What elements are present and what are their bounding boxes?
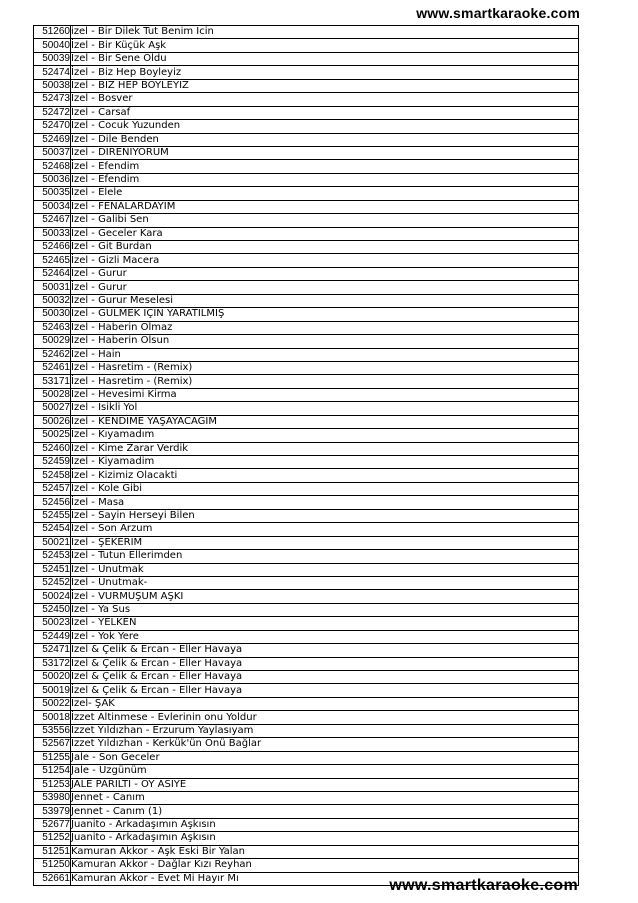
song-title: İzzet Yıldızhan - Erzurum Yaylasıyam bbox=[71, 724, 579, 737]
song-number: 50025 bbox=[34, 429, 71, 442]
song-number: 50027 bbox=[34, 402, 71, 415]
song-title: İzel - Efendim bbox=[71, 173, 579, 186]
song-title: JALE PARILTI - OY ASİYE bbox=[71, 778, 579, 791]
song-title: İzel - Hevesimi Kirma bbox=[71, 388, 579, 401]
table-row bbox=[34, 590, 579, 603]
table-row bbox=[34, 361, 579, 374]
song-number: 52661 bbox=[34, 872, 71, 885]
song-title: İzel - Sayin Herseyi Bilen bbox=[71, 509, 579, 522]
song-number: 50036 bbox=[34, 173, 71, 186]
song-title: İzel - Yok Yere bbox=[71, 630, 579, 643]
song-title: İzel - Bir Sene Oldu bbox=[71, 52, 579, 65]
site-url-footer[interactable]: www.smartkaraoke.com bbox=[389, 877, 578, 894]
song-title: Juanito - Arkadaşımın Aşkısın bbox=[71, 832, 579, 845]
table-row bbox=[34, 509, 579, 522]
song-title: İzel & Çelik & Ercan - Eller Havaya bbox=[71, 657, 579, 670]
song-number: 52472 bbox=[34, 106, 71, 119]
song-title: Kamuran Akkor - Dağlar Kızı Reyhan bbox=[71, 859, 579, 872]
song-number: 52461 bbox=[34, 361, 71, 374]
table-row bbox=[34, 187, 579, 200]
song-title: İzel - Isikli Yol bbox=[71, 402, 579, 415]
song-number: 50039 bbox=[34, 52, 71, 65]
table-row bbox=[34, 335, 579, 348]
song-title: İzel - Haberin Olmaz bbox=[71, 321, 579, 334]
song-number: 50018 bbox=[34, 711, 71, 724]
table-row bbox=[34, 254, 579, 267]
song-title: İzel - Unutmak bbox=[71, 563, 579, 576]
table-row bbox=[34, 402, 579, 415]
song-number: 51255 bbox=[34, 751, 71, 764]
song-number: 51254 bbox=[34, 765, 71, 778]
song-title: İzel - ŞEKERİM bbox=[71, 536, 579, 549]
table-row bbox=[34, 120, 579, 133]
table-row bbox=[34, 79, 579, 92]
song-title: İzel - YELKEN bbox=[71, 617, 579, 630]
song-title: İzel - Unutmak- bbox=[71, 576, 579, 589]
table-row bbox=[34, 791, 579, 804]
song-number: 52465 bbox=[34, 254, 71, 267]
site-url-header[interactable]: www.smartkaraoke.com bbox=[416, 5, 580, 21]
song-title: İzel - Kıyamadım bbox=[71, 429, 579, 442]
song-number: 50029 bbox=[34, 335, 71, 348]
song-number: 50021 bbox=[34, 536, 71, 549]
table-row bbox=[34, 536, 579, 549]
table-row bbox=[34, 133, 579, 146]
table-row bbox=[34, 267, 579, 280]
song-number: 52471 bbox=[34, 644, 71, 657]
table-row bbox=[34, 227, 579, 240]
song-number: 52454 bbox=[34, 523, 71, 536]
song-number: 52456 bbox=[34, 496, 71, 509]
table-row bbox=[34, 429, 579, 442]
song-number: 52449 bbox=[34, 630, 71, 643]
song-title: İzel - Gurur Meselesi bbox=[71, 294, 579, 307]
table-row bbox=[34, 308, 579, 321]
song-title: İzel - Haberin Olsun bbox=[71, 335, 579, 348]
table-row bbox=[34, 106, 579, 119]
song-title: İzel - Gurur bbox=[71, 267, 579, 280]
song-number: 50020 bbox=[34, 671, 71, 684]
song-number: 52450 bbox=[34, 603, 71, 616]
table-row bbox=[34, 456, 579, 469]
song-number: 52470 bbox=[34, 120, 71, 133]
song-table bbox=[33, 25, 579, 886]
table-row bbox=[34, 697, 579, 710]
song-number: 51253 bbox=[34, 778, 71, 791]
table-row bbox=[34, 469, 579, 482]
song-title: İzel - Cocuk Yuzunden bbox=[71, 120, 579, 133]
song-number: 52473 bbox=[34, 93, 71, 106]
song-title: İzel - VURMUŞUM AŞKI bbox=[71, 590, 579, 603]
song-title: İzel - Bir Küçük Aşk bbox=[71, 39, 579, 52]
song-number: 53171 bbox=[34, 375, 71, 388]
song-number: 52466 bbox=[34, 241, 71, 254]
song-title: İzel - Kizimiz Olacakti bbox=[71, 469, 579, 482]
table-row bbox=[34, 845, 579, 858]
song-title: İzel - Gurur bbox=[71, 281, 579, 294]
table-row bbox=[34, 93, 579, 106]
table-row bbox=[34, 496, 579, 509]
song-title: İzzet Yıldızhan - Kerkük'ün Önü Bağlar bbox=[71, 738, 579, 751]
song-title: İzel - KENDİME YAŞAYACAĞIM bbox=[71, 415, 579, 428]
song-title: İzel - Efendim bbox=[71, 160, 579, 173]
song-number: 53172 bbox=[34, 657, 71, 670]
song-number: 51250 bbox=[34, 859, 71, 872]
song-title: İzel - Bosver bbox=[71, 93, 579, 106]
table-row bbox=[34, 294, 579, 307]
table-row bbox=[34, 671, 579, 684]
song-title: İzel - Git Burdan bbox=[71, 241, 579, 254]
song-title: İzel - DİRENİYORUM bbox=[71, 146, 579, 159]
table-row bbox=[34, 26, 579, 39]
song-title: İzel - Tutun Ellerimden bbox=[71, 550, 579, 563]
song-title: Jale - Son Geceler bbox=[71, 751, 579, 764]
song-number: 52474 bbox=[34, 66, 71, 79]
song-title: İzel - Kiyamadim bbox=[71, 456, 579, 469]
song-number: 52457 bbox=[34, 482, 71, 495]
table-row bbox=[34, 523, 579, 536]
song-number: 51252 bbox=[34, 832, 71, 845]
song-number: 52458 bbox=[34, 469, 71, 482]
table-row bbox=[34, 281, 579, 294]
song-number: 53979 bbox=[34, 805, 71, 818]
song-number: 52455 bbox=[34, 509, 71, 522]
song-number: 52677 bbox=[34, 818, 71, 831]
table-row bbox=[34, 832, 579, 845]
song-number: 50022 bbox=[34, 697, 71, 710]
song-title: İzel - Kime Zarar Verdik bbox=[71, 442, 579, 455]
song-title: Kamuran Akkor - Evet Mi Hayır Mı bbox=[71, 872, 579, 885]
table-row bbox=[34, 859, 579, 872]
song-title: İzel - Kole Gibi bbox=[71, 482, 579, 495]
song-title: İzel - Gizli Macera bbox=[71, 254, 579, 267]
table-row bbox=[34, 375, 579, 388]
song-title: İzel - Galibi Sen bbox=[71, 214, 579, 227]
song-title: İzel - BİZ HEP BÖYLEYİZ bbox=[71, 79, 579, 92]
song-title: İzel - GÜLMEK İÇİN YARATILMIŞ bbox=[71, 308, 579, 321]
song-title: İzel & Çelik & Ercan - Eller Havaya bbox=[71, 671, 579, 684]
table-row bbox=[34, 442, 579, 455]
song-number: 52469 bbox=[34, 133, 71, 146]
table-row bbox=[34, 39, 579, 52]
table-row bbox=[34, 321, 579, 334]
song-number: 52460 bbox=[34, 442, 71, 455]
table-row bbox=[34, 146, 579, 159]
song-number: 52468 bbox=[34, 160, 71, 173]
table-row bbox=[34, 711, 579, 724]
song-title: İzel & Çelik & Ercan - Eller Havaya bbox=[71, 684, 579, 697]
song-number: 50040 bbox=[34, 39, 71, 52]
song-title: İzel & Çelik & Ercan - Eller Havaya bbox=[71, 644, 579, 657]
table-row bbox=[34, 805, 579, 818]
table-row bbox=[34, 388, 579, 401]
table-row bbox=[34, 52, 579, 65]
song-title: İzel - Masa bbox=[71, 496, 579, 509]
table-row bbox=[34, 241, 579, 254]
song-number: 52452 bbox=[34, 576, 71, 589]
song-title: İzel - Dile Benden bbox=[71, 133, 579, 146]
table-row bbox=[34, 214, 579, 227]
table-row bbox=[34, 738, 579, 751]
song-number: 50023 bbox=[34, 617, 71, 630]
song-number: 52459 bbox=[34, 456, 71, 469]
song-number: 53980 bbox=[34, 791, 71, 804]
song-number: 50024 bbox=[34, 590, 71, 603]
table-row bbox=[34, 630, 579, 643]
song-number: 52451 bbox=[34, 563, 71, 576]
table-row bbox=[34, 657, 579, 670]
song-number: 50034 bbox=[34, 200, 71, 213]
song-title: Jale - Üzgünüm bbox=[71, 765, 579, 778]
song-title: İzel- ŞAK bbox=[71, 697, 579, 710]
table-row bbox=[34, 66, 579, 79]
song-number: 50031 bbox=[34, 281, 71, 294]
table-row bbox=[34, 415, 579, 428]
table-row bbox=[34, 348, 579, 361]
song-title: İzel - Carsaf bbox=[71, 106, 579, 119]
table-row bbox=[34, 173, 579, 186]
table-row bbox=[34, 644, 579, 657]
song-title: İzel - Hain bbox=[71, 348, 579, 361]
song-title: İzel - Ya Sus bbox=[71, 603, 579, 616]
song-number: 51260 bbox=[34, 26, 71, 39]
song-number: 50019 bbox=[34, 684, 71, 697]
song-number: 50033 bbox=[34, 227, 71, 240]
table-row bbox=[34, 603, 579, 616]
table-row bbox=[34, 563, 579, 576]
song-number: 52463 bbox=[34, 321, 71, 334]
song-title: Jennet - Canım bbox=[71, 791, 579, 804]
table-row bbox=[34, 778, 579, 791]
table-row bbox=[34, 160, 579, 173]
song-title: İzel - Elele bbox=[71, 187, 579, 200]
table-row bbox=[34, 724, 579, 737]
song-title: İzel - Hasretim - (Remix) bbox=[71, 375, 579, 388]
song-number: 50038 bbox=[34, 79, 71, 92]
song-number: 53556 bbox=[34, 724, 71, 737]
song-title: Kamuran Akkor - Aşk Eski Bir Yalan bbox=[71, 845, 579, 858]
table-row bbox=[34, 576, 579, 589]
song-number: 50035 bbox=[34, 187, 71, 200]
table-row bbox=[34, 482, 579, 495]
table-row bbox=[34, 617, 579, 630]
song-number: 51251 bbox=[34, 845, 71, 858]
song-number: 52453 bbox=[34, 550, 71, 563]
song-title: İzzet Altinmese - Evlerinin onu Yoldur bbox=[71, 711, 579, 724]
table-row bbox=[34, 751, 579, 764]
song-number: 52567 bbox=[34, 738, 71, 751]
song-number: 52462 bbox=[34, 348, 71, 361]
song-title: Juanito - Arkadaşımın Aşkısın bbox=[71, 818, 579, 831]
table-row bbox=[34, 818, 579, 831]
song-title: Jennet - Canım (1) bbox=[71, 805, 579, 818]
table-row bbox=[34, 684, 579, 697]
song-title: İzel - FENALARDAYIM bbox=[71, 200, 579, 213]
song-number: 52467 bbox=[34, 214, 71, 227]
song-number: 50026 bbox=[34, 415, 71, 428]
table-row bbox=[34, 550, 579, 563]
song-number: 50028 bbox=[34, 388, 71, 401]
song-number: 50037 bbox=[34, 146, 71, 159]
table-row bbox=[34, 200, 579, 213]
song-title: İzel - Son Arzum bbox=[71, 523, 579, 536]
song-table-body bbox=[34, 26, 579, 886]
song-number: 50032 bbox=[34, 294, 71, 307]
song-number: 52464 bbox=[34, 267, 71, 280]
song-title: İzel - Hasretim - (Remix) bbox=[71, 361, 579, 374]
song-title: İzel - Biz Hep Boyleyiz bbox=[71, 66, 579, 79]
song-title: izel - Bir Dilek Tut Benim İcin bbox=[71, 26, 579, 39]
table-row bbox=[34, 765, 579, 778]
song-number: 50030 bbox=[34, 308, 71, 321]
song-title: İzel - Geceler Kara bbox=[71, 227, 579, 240]
